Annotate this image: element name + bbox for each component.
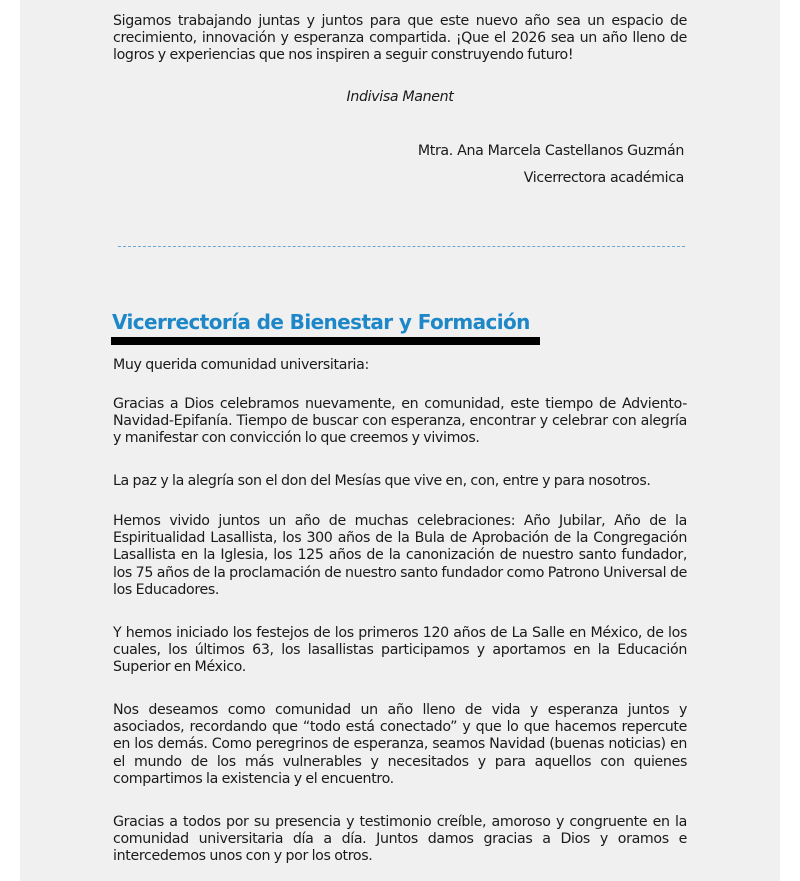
body-paragraph: Gracias a todos por su presencia y testimonio creíble, amoroso y congruente en la comunidad universitaria día a día. Juntos damos gracias a Dios y oramos e intercedemos unos con y por los otros. xyxy=(113,814,687,865)
body-paragraph: La paz y la alegría son el don del Mesías que vive en, con, entre y para nosotros. xyxy=(113,473,651,489)
motto: Indivisa Manent xyxy=(346,89,454,105)
greeting: Muy querida comunidad universitaria: xyxy=(113,357,369,373)
body-paragraph: Gracias a Dios celebramos nuevamente, en comunidad, este tiempo de Adviento-Navidad-Epifanía. Tiempo de buscar con esperanza, encontrar y celebrar con alegría y manifestar con convicción lo que creemos y vivimos. xyxy=(113,396,687,447)
body-paragraph: Hemos vivido juntos un año de muchas celebraciones: Año Jubilar, Año de la Espiritualidad Lasallista, los 300 años de la Bula de Aprobación de la Congregación Lasallista en la Iglesia, los 125 años de la canonización de nuestro santo fundador, los 75 años de la proclamación de nuestro santo fundador como Patrono Universal de los Educadores. xyxy=(113,513,687,598)
closing-paragraph: Sigamos trabajando juntas y juntos para que este nuevo año sea un espacio de crecimiento, innovación y esperanza compartida. ¡Que el 2026 sea un año lleno de logros y experiencias que nos inspiren a seguir construyendo futuro! xyxy=(113,13,687,64)
signer-role: Vicerrectora académica xyxy=(523,170,684,186)
section-heading: Vicerrectoría de Bienestar y Formación xyxy=(112,310,530,334)
body-paragraph: Nos deseamos como comunidad un año lleno de vida y esperanza juntos y asociados, recordando que “todo está conectado” y que lo que hacemos repercute en los demás. Como peregrinos de esperanza, seamos Navidad (buenas noticias) en el mundo de los más vulnerables y necesitados y para aquellos con quienes compartimos la existencia y el encuentro. xyxy=(113,702,687,787)
signer-name: Mtra. Ana Marcela Castellanos Guzmán xyxy=(417,143,684,159)
section-divider xyxy=(118,246,685,247)
heading-underline-bar xyxy=(111,337,540,345)
body-paragraph: Y hemos iniciado los festejos de los primeros 120 años de La Salle en México, de los cuales, los últimos 63, los lasallistas participamos y aportamos en la Educación Superior en México. xyxy=(113,625,687,676)
